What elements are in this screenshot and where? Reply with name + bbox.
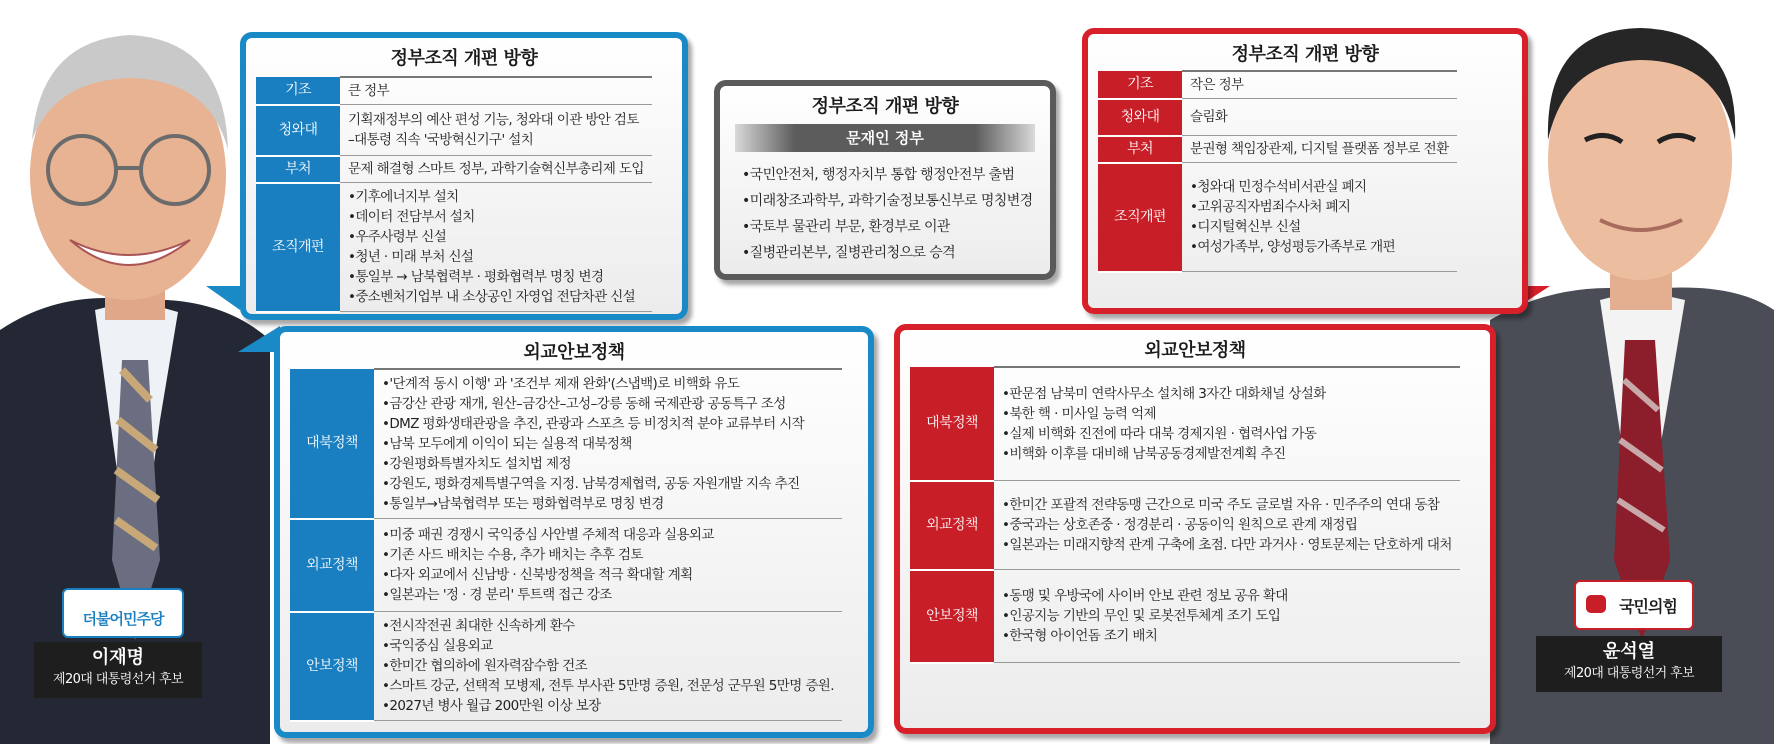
row-content — [1182, 99, 1457, 136]
row-item: •전시작전권 최대한 신속하게 환수 — [382, 618, 575, 634]
row-item: •금강산 관광 재개, 원산–금강산–고성–강릉 동해 국제관광 공동특구 조성 — [382, 396, 786, 412]
panel-title: 정부조직 개편 방향 — [811, 96, 959, 117]
left-nametag — [34, 642, 202, 698]
row-item: •국익중심 실용외교 — [382, 638, 493, 654]
table-row — [256, 156, 652, 183]
row-content — [1182, 163, 1457, 272]
left-security-panel — [274, 326, 874, 738]
row-item: •인공지능 기반의 무인 및 로봇전투체계 조기 도입 — [1002, 608, 1281, 624]
row-content — [340, 77, 652, 105]
row-label: 대북정책 — [910, 367, 994, 481]
row-item: •남북 모두에게 이익이 되는 실용적 대북정책 — [382, 436, 632, 452]
party-logo-text: 더불어민주당 — [82, 610, 164, 628]
row-label: 부처 — [1098, 136, 1182, 163]
row-item: •일본과는 미래지향적 관계 구축에 초점. 다만 과거사 · 영토문제는 단호하게 대처 — [1002, 537, 1452, 553]
party-logo-text: 국민의힘 — [1619, 597, 1677, 616]
democratic-party-logo — [62, 588, 184, 638]
row-item: •청와대 민정수석비서관실 폐지 — [1190, 179, 1367, 195]
row-item: •실제 비핵화 진전에 따라 대북 경제지원 · 협력사업 가동 — [1002, 426, 1317, 442]
candidate-name: 윤석열 — [1602, 641, 1656, 662]
row-label: 기조 — [256, 77, 340, 105]
candidate-subtitle: 제20대 대통령선거 후보 — [1563, 666, 1695, 681]
row-item: 문제 해결형 스마트 정부, 과학기술혁신부총리제 도입 — [348, 161, 644, 177]
row-label: 외교정책 — [910, 481, 994, 570]
row-item: •한미간 협의하에 원자력잠수함 건조 — [382, 658, 588, 674]
security-table — [910, 366, 1460, 664]
list-item: •미래창조과학부, 과학기술정보통신부로 명칭변경 — [742, 193, 1033, 209]
panel-subtitle: 문재인 정부 — [735, 124, 1035, 152]
candidate-subtitle: 제20대 대통령선거 후보 — [52, 672, 184, 687]
list-item: •국민안전처, 행정자치부 통합 행정안전부 출범 — [742, 167, 1015, 183]
row-item: •'단계적 동시 이행' 과 '조건부 제재 완화'(스냅백)로 비핵화 유도 — [382, 376, 740, 392]
row-item: –대통령 직속 '국방혁신기구' 설치 — [348, 132, 534, 148]
row-item: •비핵화 이후를 대비해 남북공동경제발전계획 추진 — [1002, 446, 1286, 462]
row-content — [1182, 136, 1457, 163]
row-item: •일본과는 '정 · 경 분리' 투트랙 접근 강조 — [382, 587, 612, 603]
table-row — [910, 481, 1460, 570]
row-item: 큰 정부 — [348, 83, 390, 99]
row-item: •디지털혁신부 신설 — [1190, 219, 1301, 235]
row-item: •기후에너지부 설치 — [348, 189, 459, 205]
row-item: 슬림화 — [1190, 109, 1228, 125]
left-org-panel — [240, 32, 688, 320]
row-label: 안보정책 — [910, 570, 994, 663]
row-label: 청와대 — [256, 105, 340, 156]
row-content — [340, 156, 652, 183]
table-row — [290, 612, 842, 721]
row-item: •DMZ 평화생태관광을 추진, 관광과 스포츠 등 비정치적 분야 교류부터 시작 — [382, 416, 805, 432]
row-label: 외교정책 — [290, 519, 374, 612]
row-item: •데이터 전담부서 설치 — [348, 209, 475, 225]
row-item: •여성가족부, 양성평등가족부로 개편 — [1190, 239, 1396, 255]
row-item: •고위공직자범죄수사처 폐지 — [1190, 199, 1351, 215]
row-item: •다자 외교에서 신남방 · 신북방정책을 적극 확대할 계획 — [382, 567, 693, 583]
row-item: •기존 사드 배치는 수용, 추가 배치는 추후 검토 — [382, 547, 643, 563]
row-label: 조직개편 — [256, 183, 340, 312]
org-table — [256, 76, 652, 313]
table-row — [1098, 136, 1457, 163]
row-item: •통일부→남북협력부 또는 평화협력부로 명칭 변경 — [382, 496, 664, 512]
people-power-party-logo — [1574, 580, 1694, 630]
table-row — [1098, 71, 1457, 99]
row-item: •한미간 포괄적 전략동맹 근간으로 미국 주도 글로벌 자유 · 민주주의 연대 동참 — [1002, 497, 1440, 513]
row-label: 기조 — [1098, 71, 1182, 99]
row-label: 조직개편 — [1098, 163, 1182, 272]
row-item: •청년 · 미래 부처 신설 — [348, 249, 474, 265]
panel-title: 정부조직 개편 방향 — [390, 48, 538, 69]
party-logo-icon — [1586, 595, 1606, 613]
table-row — [256, 105, 652, 156]
table-row — [1098, 99, 1457, 136]
row-label: 부처 — [256, 156, 340, 183]
row-content — [374, 519, 842, 612]
row-item: •중국과는 상호존중 · 정경분리 · 공동이익 원칙으로 관계 재정립 — [1002, 517, 1358, 533]
right-security-panel — [894, 324, 1496, 734]
table-row — [910, 570, 1460, 663]
list-item: •국토부 물관리 부문, 환경부로 이관 — [742, 219, 950, 235]
row-item: •2027년 병사 월급 200만원 이상 보장 — [382, 698, 601, 714]
row-label: 안보정책 — [290, 612, 374, 721]
table-row — [290, 519, 842, 612]
table-row — [290, 369, 842, 519]
row-item: •북한 핵 · 미사일 능력 억제 — [1002, 406, 1156, 422]
panel-title: 외교안보정책 — [523, 342, 625, 363]
left-org-bubble-tail — [206, 286, 240, 310]
row-item: •스마트 강군, 선택적 모병제, 전투 부사관 5만명 증원, 전문성 군무원 5만명 증원. — [382, 678, 834, 694]
table-row — [256, 183, 652, 312]
center-list — [742, 162, 1050, 266]
row-content — [374, 612, 842, 721]
row-content — [340, 105, 652, 156]
center-panel — [714, 80, 1056, 280]
row-item: •강원평화특별자치도 설치법 제정 — [382, 456, 571, 472]
row-item: •우주사령부 신설 — [348, 229, 447, 245]
panel-title: 외교안보정책 — [1144, 340, 1246, 361]
row-content — [340, 183, 652, 312]
row-content — [994, 570, 1460, 663]
row-item: •동맹 및 우방국에 사이버 안보 관련 정보 공유 확대 — [1002, 588, 1288, 604]
row-item: •통일부 → 남북협력부 · 평화협력부 명칭 변경 — [348, 269, 604, 285]
right-nametag — [1536, 636, 1722, 692]
row-content — [374, 369, 842, 519]
row-item: •판문점 남북미 연락사무소 설치해 3자간 대화채널 상설화 — [1002, 386, 1326, 402]
org-table — [1098, 70, 1457, 273]
table-row — [1098, 163, 1457, 272]
yoon-seok-youl-photo — [1490, 0, 1774, 744]
table-row — [910, 367, 1460, 481]
table-row — [256, 77, 652, 105]
row-item: •한국형 아이언돔 조기 배치 — [1002, 628, 1158, 644]
security-table — [290, 368, 842, 722]
row-item: •미중 패권 경쟁시 국익중심 사안별 주체적 대응과 실용외교 — [382, 527, 714, 543]
row-content — [994, 367, 1460, 481]
row-content — [994, 481, 1460, 570]
candidate-name: 이재명 — [91, 647, 145, 668]
row-item: •중소벤처기업부 내 소상공인 자영업 전담차관 신설 — [348, 289, 636, 305]
right-org-panel — [1082, 28, 1528, 314]
row-item: •강원도, 평화경제특별구역을 지정. 남북경제협력, 공동 자원개발 지속 추진 — [382, 476, 800, 492]
row-item: 분권형 책임장관제, 디지털 플랫폼 정부로 전환 — [1190, 141, 1449, 157]
row-label: 청와대 — [1098, 99, 1182, 136]
row-item: 기획재정부의 예산 편성 기능, 청와대 이관 방안 검토 — [348, 112, 639, 128]
panel-title: 정부조직 개편 방향 — [1231, 44, 1379, 65]
row-label: 대북정책 — [290, 369, 374, 519]
row-content — [1182, 71, 1457, 99]
row-item: 작은 정부 — [1190, 77, 1244, 93]
list-item: •질병관리본부, 질병관리청으로 승격 — [742, 245, 956, 261]
